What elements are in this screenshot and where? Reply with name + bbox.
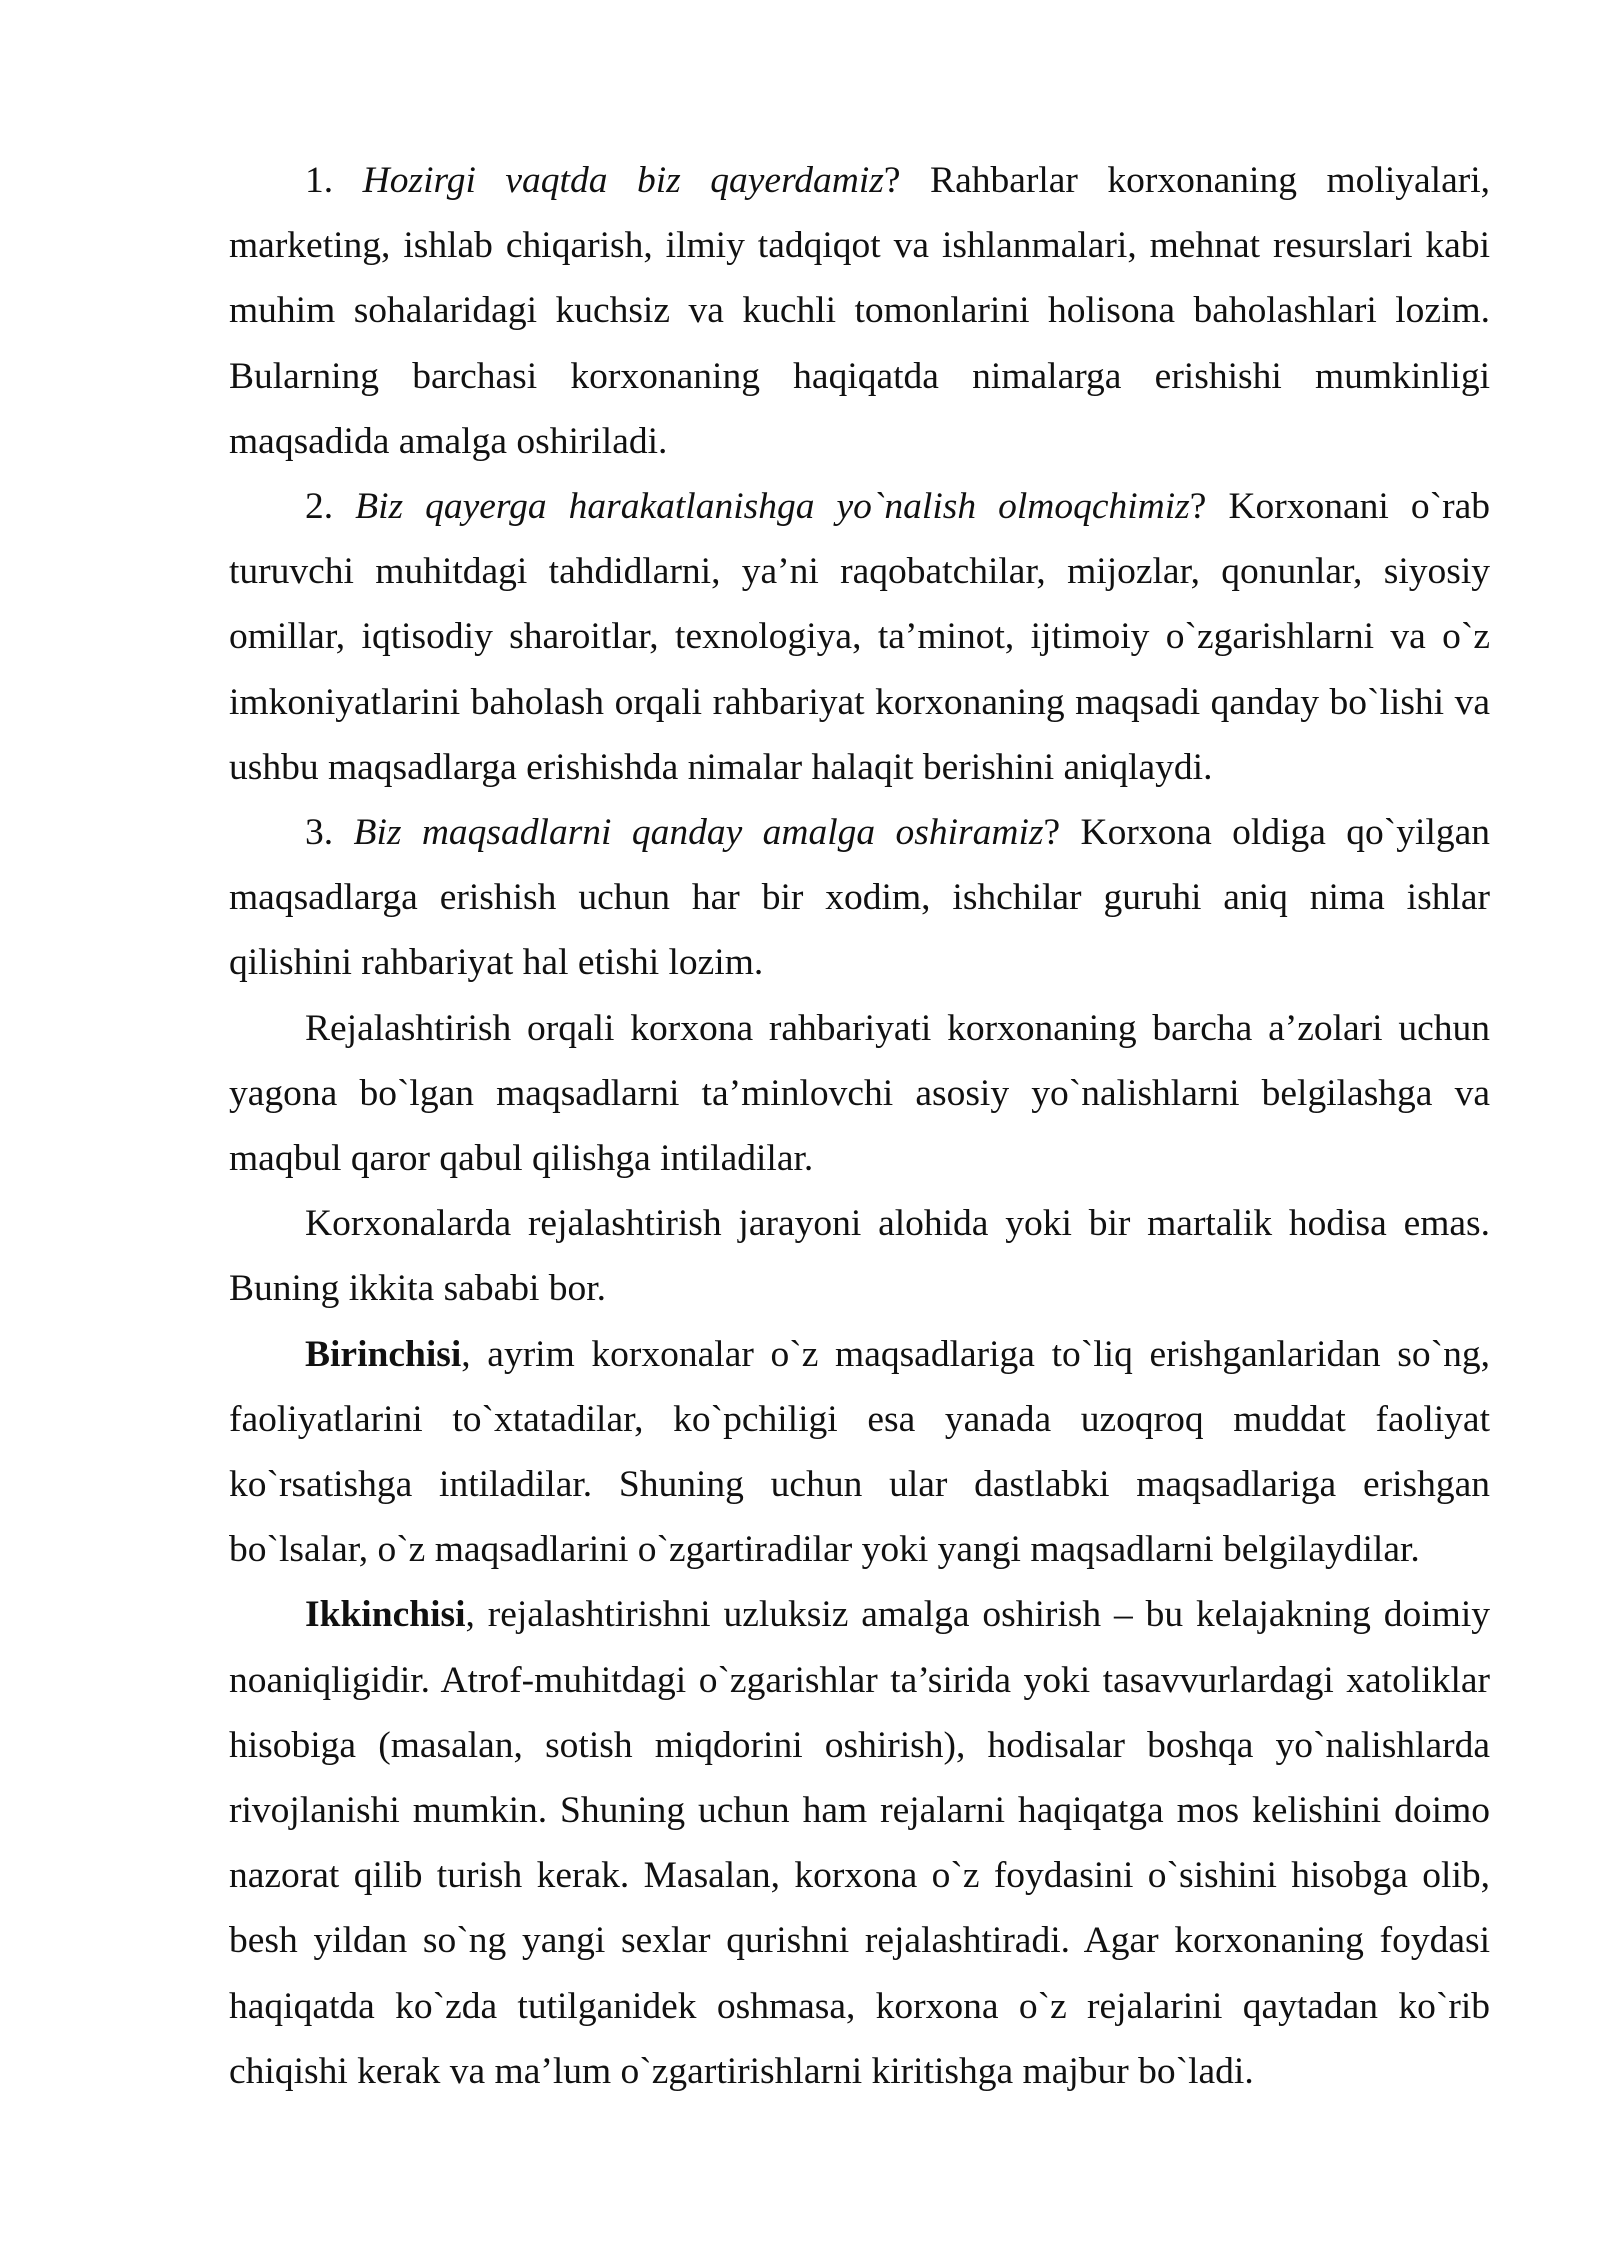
question-text: Biz maqsadlarni qanday amalga oshiramiz [353, 812, 1044, 854]
paragraph-body: ? Korxonani o`rab turuvchi muhitdagi tahdidlarni, ya’ni raqobatchilar, mijozlar, qonunlar, siyosiy omillar, iqtisodiy sharoitlar, texnologiya, ta’minot, ijtimoiy o`zgarishlarni va o`z imkoniyatlarini baholash orqali rahbariyat korxonaning maqsadi qanday bo`lishi va ushbu maqsadlarga erishishda nimalar halaqit berishini aniqlaydi. [229, 486, 1490, 788]
question-text: Biz qayerga harakatlanishga yo`nalish olmoqchimiz [355, 486, 1190, 528]
document-page [229, 148, 1490, 2104]
question-text: Hozirgi vaqtda biz qayerdamiz [362, 160, 884, 201]
paragraph-question-3 [229, 800, 1490, 996]
paragraph-planning-goals: Rejalashtirish orqali korxona rahbariyati korxonaning barcha a’zolari uchun yagona bo`lgan maqsadlarni ta’minlovchi asosiy yo`nalishlarni belgilashga va maqbul qaror qabul qilishga intiladilar. [229, 1007, 1490, 1180]
question-number: 3. [305, 812, 354, 854]
reason-heading: Birinchisi [305, 1333, 462, 1375]
paragraph-body: ? Rahbarlar korxonaning moliyalari, marketing, ishlab chiqarish, ilmiy tadqiqot va ishlanmalari, mehnat resurslari kabi muhim sohalaridagi kuchsiz va kuchli tomonlarini holisona baholashlari lozim. Bularning barchasi korxonaning haqiqatda nimalarga erishishi mumkinligi maqsadida amalga oshiriladi. [229, 160, 1490, 462]
paragraph-second-reason [229, 1582, 1490, 2104]
question-number: 2. [305, 486, 356, 528]
paragraph-body: ? Korxona oldiga qo`yilgan maqsadlarga erishish uchun har bir xodim, ishchilar guruhi aniq nima ishlar qilishini rahbariyat hal etishi lozim. [229, 812, 1491, 984]
question-number: 1. [305, 160, 363, 201]
reason-heading: Ikkinchisi [305, 1594, 466, 1636]
paragraph-body: , ayrim korxonalar o`z maqsadlariga to`liq erishganlaridan so`ng, faoliyatlarini to`xtatadilar, ko`pchiligi esa yanada uzoqroq muddat faoliyat ko`rsatishga intiladilar. Shuning uchun ular dastlabki maqsadlariga erishgan bo`lsalar, o`z maqsadlarini o`zgartiradilar yoki yangi maqsadlarni belgilaydilar. [229, 1333, 1490, 1571]
paragraph-first-reason [229, 1322, 1490, 1583]
paragraph-question-1 [229, 148, 1490, 474]
paragraph-body: , rejalashtirishni uzluksiz amalga oshirish – bu kelajakning doimiy noaniqligidir. Atrof-muhitdagi o`zgarishlar ta’sirida yoki tasavvurlardagi xatoliklar hisobiga (masalan, sotish miqdorini oshirish), hodisalar boshqa yo`nalishlarda rivojlanishi mumkin. Shuning uchun ham rejalarni haqiqatga mos kelishini doimo nazorat qilib turish kerak. Masalan, korxona o`z foydasini o`sishini hisobga olib, besh yildan so`ng yangi sexlar qurishni rejalashtiradi. Agar korxonaning foydasi haqiqatda ko`zda tutilganidek oshmasa, korxona o`z rejalarini qaytadan ko`rib chiqishi kerak va ma’lum o`zgartirishlarni kiritishga majbur bo`ladi. [229, 1594, 1490, 2092]
paragraph-planning-process: Korxonalarda rejalashtirish jarayoni alohida yoki bir martalik hodisa emas. Buning ikkita sababi bor. [229, 1203, 1490, 1310]
paragraph-question-2 [229, 474, 1490, 800]
